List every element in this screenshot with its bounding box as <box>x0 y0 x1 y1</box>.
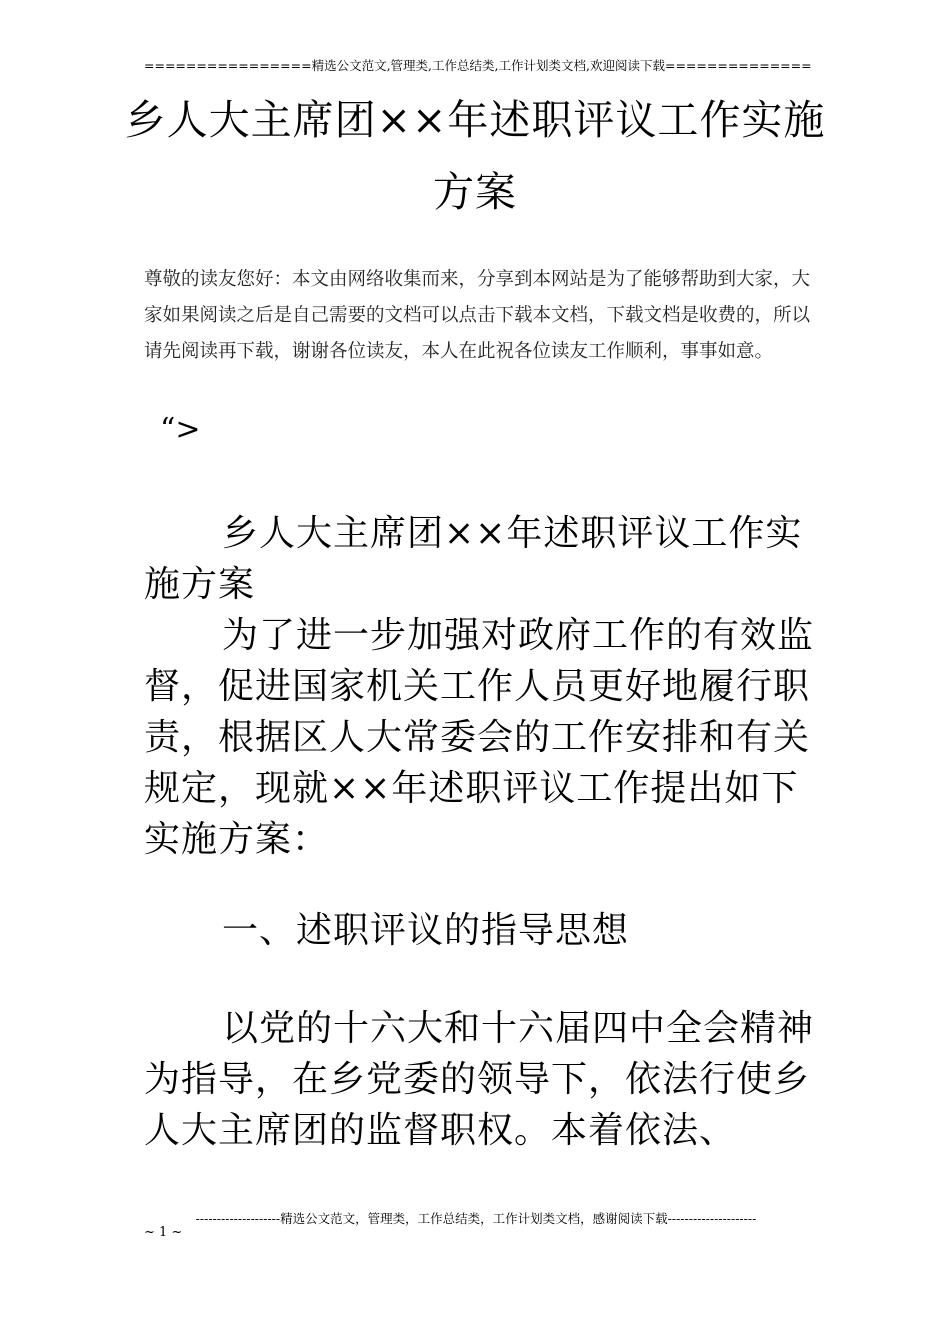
footer-banner: --------------------精选公文范文，管理类，工作总结类，工作计划类文档，感谢阅读下载--------------------- <box>195 1211 757 1226</box>
quote-mark: “> <box>160 412 201 447</box>
page-number: ~ 1 ~ <box>144 1225 183 1240</box>
reader-notice: 尊敬的读友您好：本文由网络收集而来，分享到本网站是为了能够帮助到大家，大家如果阅读之后是自己需要的文档可以点击下载本文档，下载文档是收费的，所以请先阅读再下载，谢谢各位读友，本人在此祝各位读友工作顺利，事事如意。 <box>144 269 811 362</box>
intro-paragraph: 为了进一步加强对政府工作的有效监督，促进国家机关工作人员更好地履行职责，根据区人大常委会的工作安排和有关规定，现就××年述职评议工作提出如下实施方案： <box>144 615 815 860</box>
body-title-paragraph: 乡人大主席团××年述职评议工作实施方案 <box>144 513 803 605</box>
header-banner: ================精选公文范文,管理类,工作总结类,工作计划类文档,欢迎阅读下载============== <box>144 58 812 73</box>
section-heading: 一、述职评议的指导思想 <box>222 910 630 951</box>
section-paragraph: 以党的十六大和十六届四中全会精神为指导，在乡党委的领导下，依法行使乡人大主席团的监督职权。本着依法、 <box>144 1008 815 1151</box>
document-title: 乡人大主席团××年述职评议工作实施方案 <box>124 96 826 216</box>
